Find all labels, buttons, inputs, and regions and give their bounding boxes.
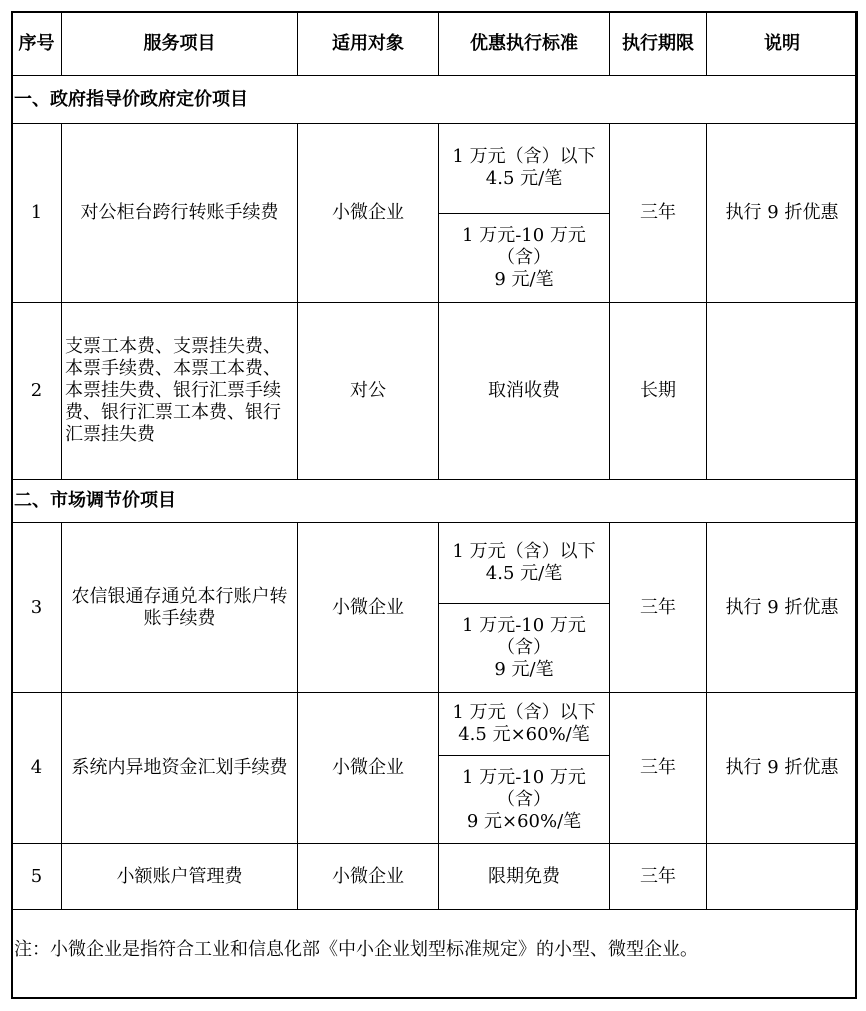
row-standard: 取消收费 [439,303,610,480]
row-standard [439,693,610,844]
standard-tier-1 [439,124,609,213]
tier-2-price: 9 元×60%/笔 [466,810,582,832]
header-desc: 说明 [707,12,858,76]
row-period: 三年 [610,844,707,910]
row-standard [439,523,610,693]
row-desc: 执行 9 折优惠 [707,523,858,693]
tier-1-price: 4.5 元/笔 [485,168,563,190]
tier-2-range: 1 万元-10 万元 [462,766,586,788]
row-target: 小微企业 [298,693,439,844]
header-period: 执行期限 [610,12,707,76]
tier-1-price: 4.5 元/笔 [485,563,563,584]
tier-1-range: 1 万元（含）以下 [452,702,596,723]
header-target: 适用对象 [298,12,439,76]
standard-tier-1 [439,523,609,603]
tier-2-range-note: （含） [497,637,551,658]
row-desc [707,844,858,910]
row-no: 1 [12,124,62,303]
standard-tier-2 [439,603,609,692]
tier-1-range: 1 万元（含）以下 [452,146,596,168]
footnote: 注：小微企业是指符合工业和信息化部《中小企业划型标准规定》的小型、微型企业。 [14,939,698,960]
table-row [12,303,858,480]
row-standard [439,124,610,303]
row-target: 小微企业 [298,124,439,303]
row-desc [707,303,858,480]
section-row [12,76,858,124]
row-item: 对公柜台跨行转账手续费 [62,124,298,303]
section-row [12,480,858,523]
row-no: 3 [12,523,62,693]
section-title-1: 一、政府指导价政府定价项目 [12,76,858,124]
section-title-2: 二、市场调节价项目 [12,480,858,523]
row-period: 三年 [610,523,707,693]
tier-2-range-note: （含） [497,788,551,810]
tier-1-range: 1 万元（含）以下 [452,541,596,562]
row-item: 农信银通存通兑本行账户转账手续费 [62,523,298,693]
row-no: 5 [12,844,62,910]
tier-2-range-note: （含） [497,246,551,268]
table-row [12,693,858,844]
standard-tier-1 [439,693,609,755]
row-period: 三年 [610,693,707,844]
tier-2-price: 9 元/笔 [494,659,554,680]
table-row [12,124,858,303]
fee-table [11,11,858,910]
row-target: 对公 [298,303,439,480]
header-no: 序号 [12,12,62,76]
row-standard: 限期免费 [439,844,610,910]
row-period: 长期 [610,303,707,480]
row-item: 小额账户管理费 [62,844,298,910]
table-row [12,523,858,693]
header-item: 服务项目 [62,12,298,76]
row-item: 系统内异地资金汇划手续费 [62,693,298,844]
row-target: 小微企业 [298,523,439,693]
tier-1-price: 4.5 元×60%/笔 [458,724,590,745]
row-desc: 执行 9 折优惠 [707,693,858,844]
header-row [12,12,858,76]
row-no: 4 [12,693,62,844]
row-target: 小微企业 [298,844,439,910]
standard-tier-2 [439,755,609,843]
standard-tier-2 [439,213,609,303]
row-desc: 执行 9 折优惠 [707,124,858,303]
row-period: 三年 [610,124,707,303]
tier-2-range: 1 万元-10 万元 [462,224,586,246]
row-item: 支票工本费、支票挂失费、本票手续费、本票工本费、本票挂失费、银行汇票手续费、银行汇票工本费、银行汇票挂失费 [62,303,298,480]
table-row [12,844,858,910]
row-no: 2 [12,303,62,480]
header-standard: 优惠执行标准 [439,12,610,76]
tier-2-price: 9 元/笔 [494,268,554,290]
tier-2-range: 1 万元-10 万元 [462,615,586,636]
